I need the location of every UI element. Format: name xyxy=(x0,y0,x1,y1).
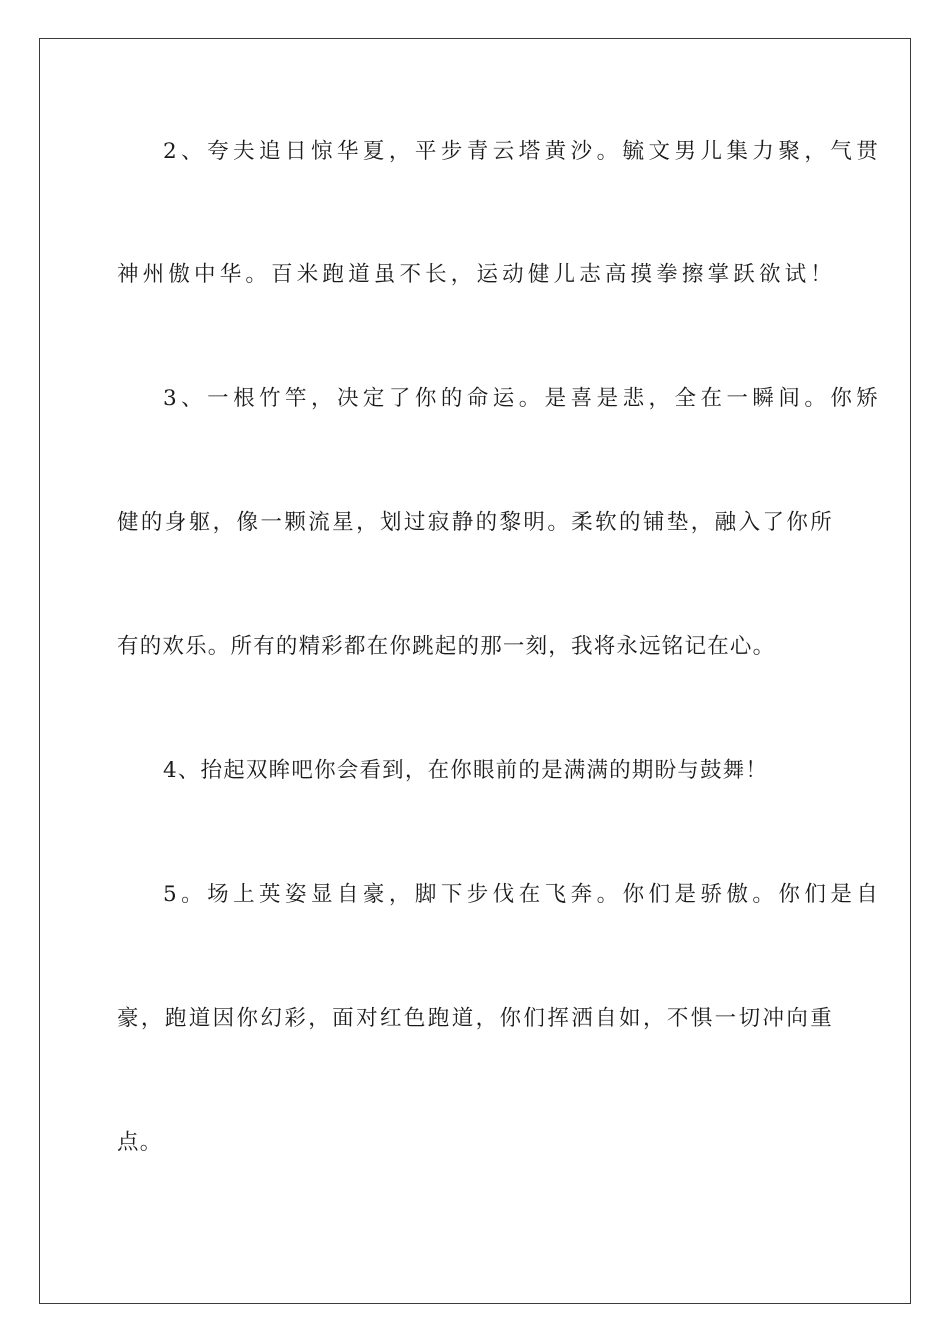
paragraph-5-line-3: 点。 xyxy=(117,1130,163,1155)
paragraph-2-line-1: 2、夸夫追日惊华夏，平步青云塔黄沙。毓文男儿集力聚，气贯 xyxy=(163,139,879,164)
page-border xyxy=(39,38,911,1304)
paragraph-5-line-1: 5。场上英姿显自豪，脚下步伐在飞奔。你们是骄傲。你们是自 xyxy=(163,882,879,907)
paragraph-2-line-2: 神州傲中华。百米跑道虽不长，运动健儿志高摸拳擦掌跃欲试！ xyxy=(117,262,833,287)
paragraph-3-line-3: 有的欢乐。所有的精彩都在你跳起的那一刻，我将永远铭记在心。 xyxy=(117,634,776,659)
paragraph-4-line-1: 4、抬起双眸吧你会看到，在你眼前的是满满的期盼与鼓舞！ xyxy=(163,758,769,783)
paragraph-3-line-1: 3、一根竹竿，决定了你的命运。是喜是悲，全在一瞬间。你矫 xyxy=(163,386,879,411)
paragraph-3-line-2: 健的身躯，像一颗流星，划过寂静的黎明。柔软的铺垫，融入了你所 xyxy=(117,510,833,535)
paragraph-5-line-2: 豪，跑道因你幻彩，面对红色跑道，你们挥洒自如，不惧一切冲向重 xyxy=(117,1006,833,1031)
